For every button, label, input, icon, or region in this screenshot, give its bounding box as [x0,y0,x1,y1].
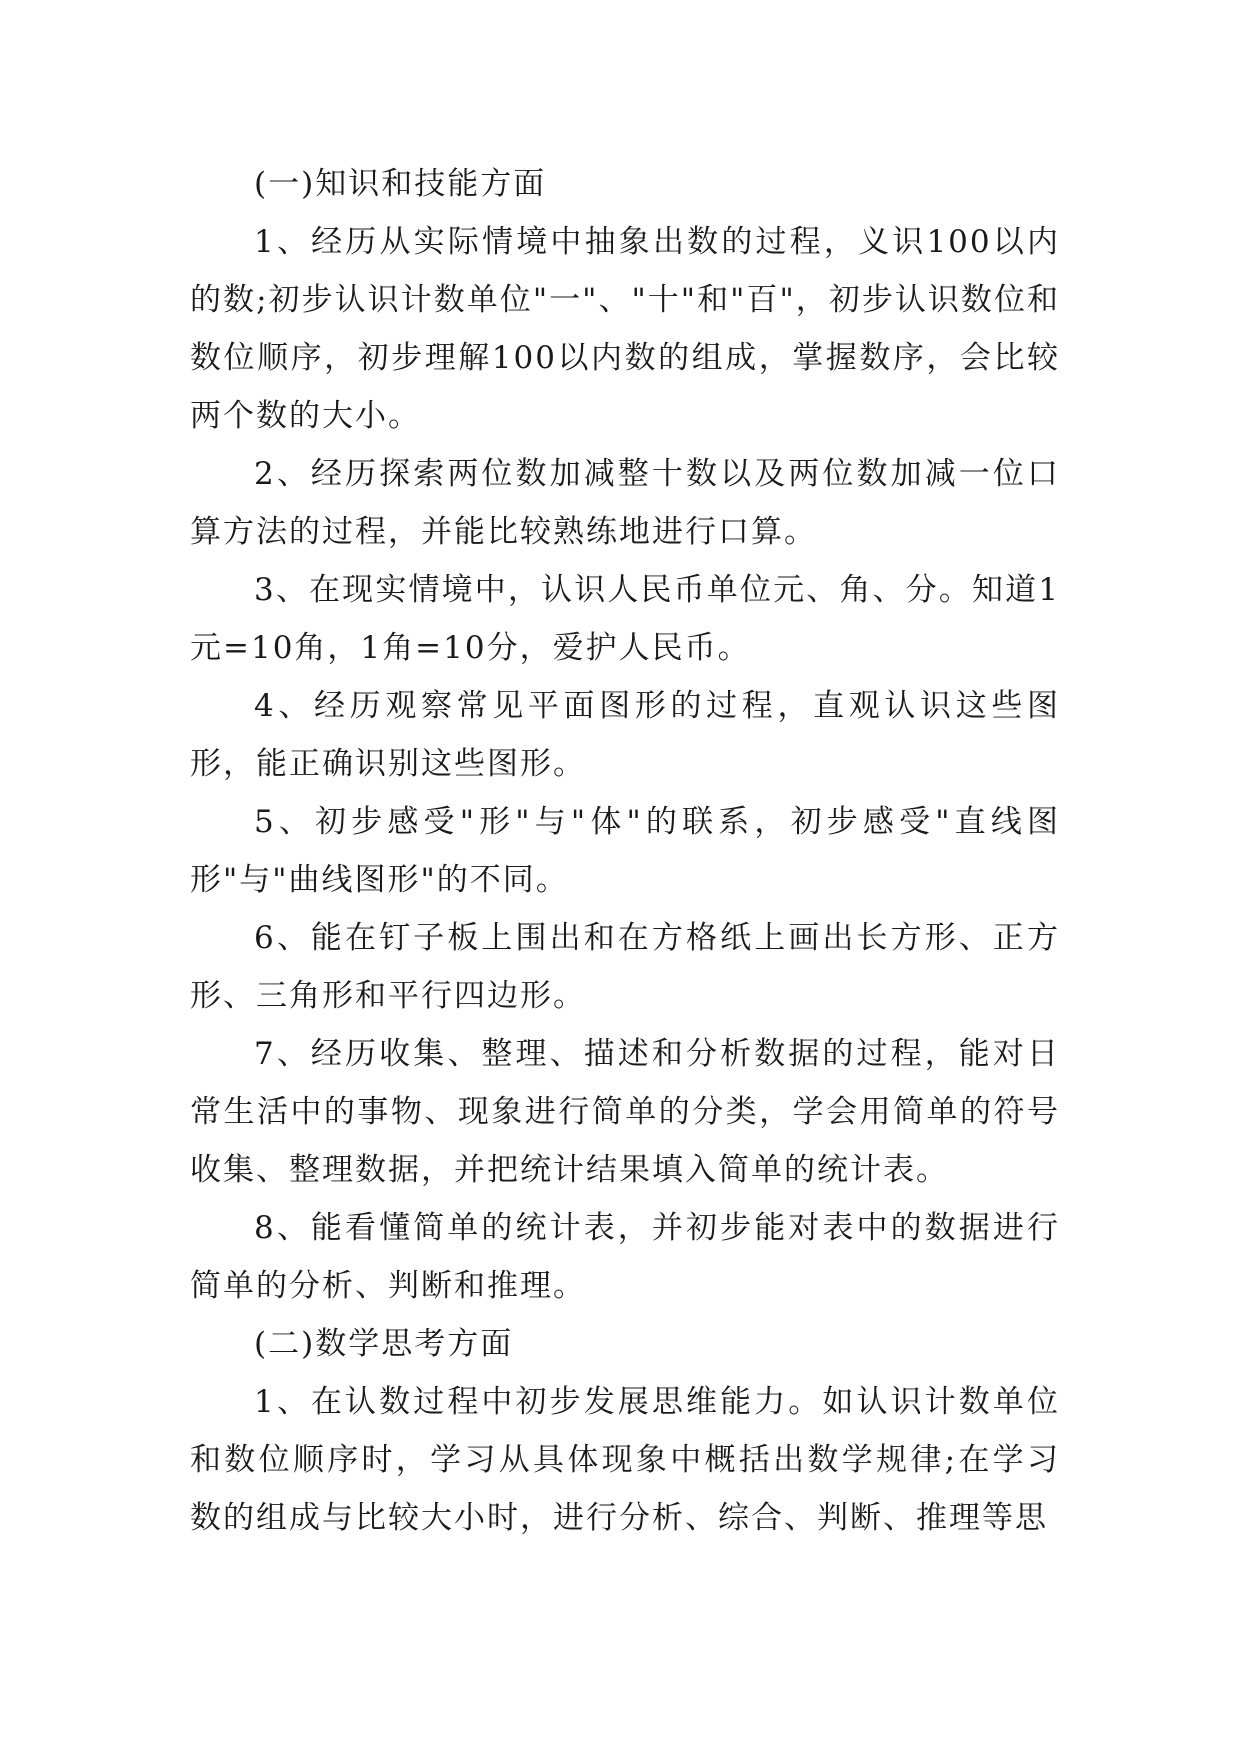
paragraph-item-6: 6、能在钉子板上围出和在方格纸上画出长方形、正方形、三角形和平行四边形。 [190,920,1060,1014]
paragraph-item-7: 7、经历收集、整理、描述和分析数据的过程，能对日常生活中的事物、现象进行简单的分类，学会用简单的符号收集、整理数据，并把统计结果填入简单的统计表。 [190,1036,1060,1188]
document-body [190,155,1060,1547]
paragraph-item-2: 2、经历探索两位数加减整十数以及两位数加减一位口算方法的过程，并能比较熟练地进行口算。 [190,456,1060,550]
paragraph-item-1: 1、经历从实际情境中抽象出数的过程，义识100以内的数;初步认识计数单位"一"、"十"和"百"，初步认识数位和数位顺序，初步理解100以内数的组成，掌握数序，会比较两个数的大小。 [190,224,1060,434]
paragraph-thinking-item-1: 1、在认数过程中初步发展思维能力。如认识计数单位和数位顺序时，学习从具体现象中概括出数学规律;在学习数的组成与比较大小时，进行分析、综合、判断、推理等思 [190,1384,1060,1536]
paragraph-item-3: 3、在现实情境中，认识人民币单位元、角、分。知道1元=10角，1角=10分，爱护人民币。 [190,572,1060,666]
paragraph-item-4: 4、经历观察常见平面图形的过程，直观认识这些图形，能正确识别这些图形。 [190,688,1060,782]
section-heading-math-thinking: (二)数学思考方面 [254,1326,514,1362]
section-heading-knowledge-skills: (一)知识和技能方面 [254,166,547,202]
paragraph-item-8: 8、能看懂简单的统计表，并初步能对表中的数据进行简单的分析、判断和推理。 [190,1210,1060,1304]
paragraph-item-5: 5、初步感受"形"与"体"的联系，初步感受"直线图形"与"曲线图形"的不同。 [190,804,1060,898]
